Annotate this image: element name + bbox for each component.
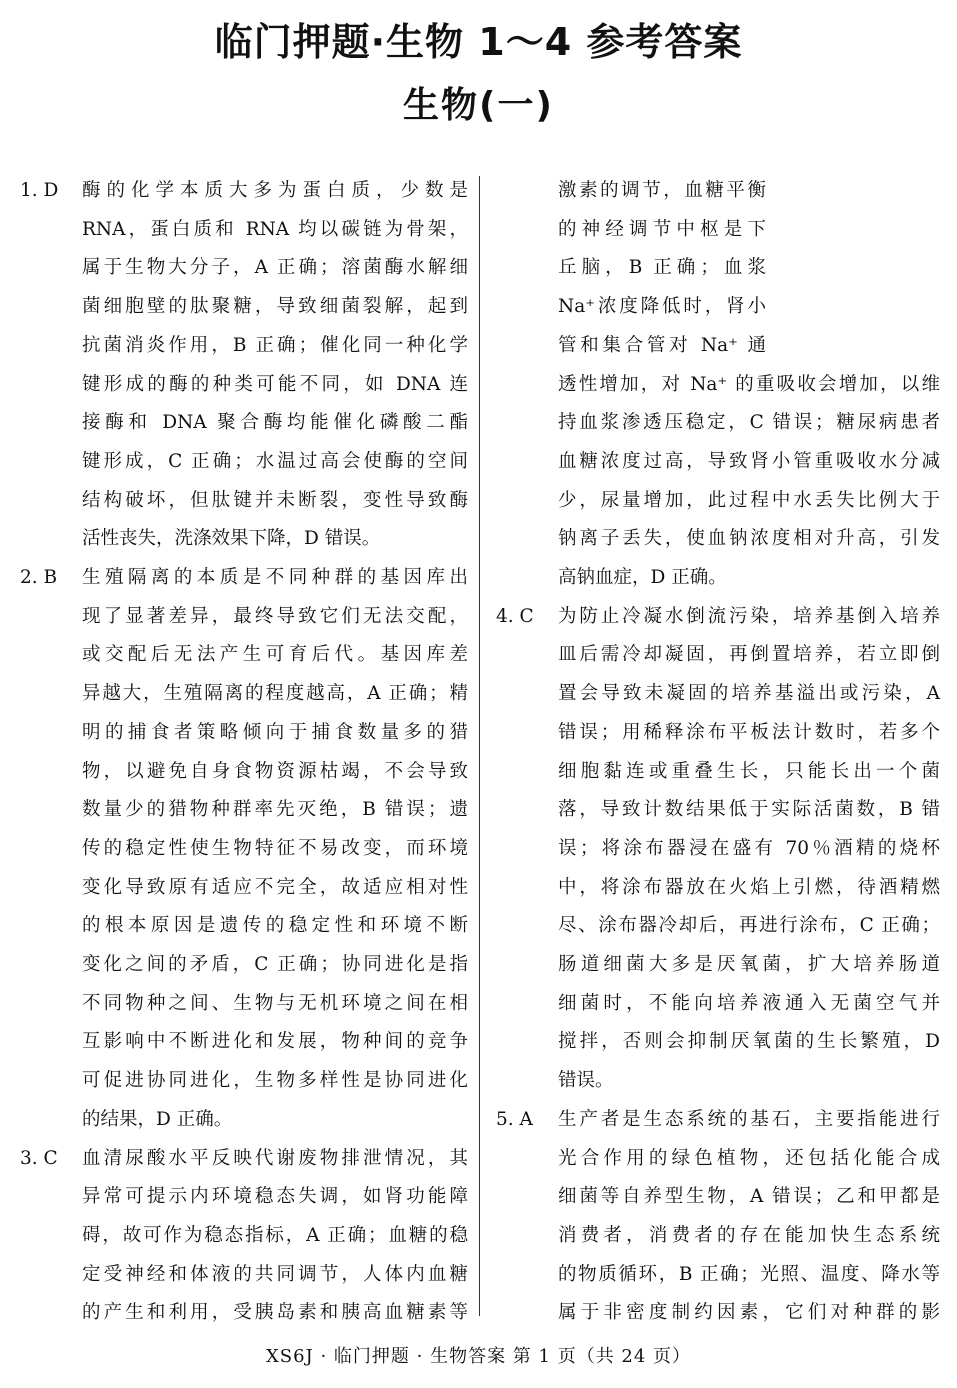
answer-number: 4. C (496, 605, 534, 627)
answer-line: 中，将涂布器放在火焰上引燃，待酒精燃 (558, 876, 940, 898)
answer-line: 的根本原因是遗传的稳定性和环境不断 (82, 915, 468, 937)
answer-number: 1. D (20, 180, 59, 201)
answer-number: 3. C (20, 1147, 58, 1169)
answer-line: 为防止冷凝水倒流污染，培养基倒入培养 (558, 605, 940, 627)
answer-line: 异常可提示内环境稳态失调，如肾功能障 (82, 1186, 468, 1208)
answer-number: 5. A (496, 1108, 533, 1130)
answer-2 (18, 559, 468, 1140)
answer-line: 现了显著差异，最终导致它们无法交配， (82, 605, 468, 627)
answer-line: 明的捕食者策略倾向于捕食数量多的猎 (82, 721, 468, 743)
answer-line: 持血浆渗透压稳定，C 错误；糖尿病患者 (558, 412, 940, 434)
answer-line: 变化之间的矛盾，C 正确；协同进化是指 (82, 954, 468, 976)
answer-line: 搅拌，否则会抑制厌氧菌的生长繁殖，D (558, 1031, 940, 1053)
answer-line: 属于非密度制约因素，它们对种群的影 (558, 1302, 940, 1324)
answer-line: 碍，故可作为稳态指标，A 正确；血糖的稳 (82, 1224, 468, 1246)
answer-line: 互影响中不断进化和发展，物种间的竞争 (82, 1031, 468, 1053)
answer-line: Na⁺浓度降低时，肾小 (558, 296, 766, 318)
answer-line: 的产生和利用，受胰岛素和胰高血糖素等 (82, 1302, 468, 1324)
answer-line: 定受神经和体液的共同调节，人体内血糖 (82, 1263, 468, 1285)
answer-line: 生殖隔离的本质是不同种群的基因库出 (82, 567, 468, 589)
answer-line: 置会导致未凝固的培养基溢出或污染，A (558, 683, 940, 705)
answer-3-continued (494, 366, 940, 598)
answer-line: 细菌等自养型生物，A 错误；乙和甲都是 (558, 1186, 940, 1208)
answer-line: 不同物种之间、生物与无机环境之间在相 (82, 992, 468, 1014)
answer-line: 高钠血症，D 正确。 (558, 567, 727, 589)
answer-line: 细菌时，不能向培养液通入无菌空气并 (558, 992, 940, 1014)
answer-line: 少，尿量增加，此过程中水丢失比例大于 (558, 489, 940, 511)
answer-line: 键形成，C 正确；水温过高会使酶的空间 (82, 450, 468, 472)
answer-line: 激素的调节，血糖平衡 (558, 180, 766, 201)
left-column (18, 172, 468, 1333)
answer-5 (494, 1101, 940, 1333)
answer-line: 或交配后无法产生可育后代。基因库差 (82, 644, 468, 666)
answer-line: 属于生物大分子，A 正确；溶菌酶水解细 (82, 257, 468, 279)
page-subtitle: 生物(一) (403, 85, 554, 126)
answer-line: 光合作用的绿色植物，还包括化能合成 (558, 1147, 940, 1169)
answer-line: 误；将涂布器浸在盛有 70％酒精的烧杯 (558, 837, 940, 859)
answer-line: 异越大，生殖隔离的程度越高，A 正确；精 (82, 683, 468, 705)
answer-line: 钠离子丢失，使血钠浓度相对升高，引发 (558, 528, 940, 550)
answer-line: 皿后需冷却凝固，再倒置培养，若立即倒 (558, 644, 940, 666)
answer-4 (494, 598, 940, 1101)
answer-line: 变化导致原有适应不完全，故适应相对性 (82, 876, 468, 898)
answer-line: 错误。 (558, 1070, 614, 1092)
answer-line: 键形成的酶的种类可能不同，如 DNA 连 (82, 373, 468, 395)
answer-line: 生产者是生态系统的基石，主要指能进行 (558, 1108, 940, 1130)
answer-line: RNA，蛋白质和 RNA 均以碳链为骨架， (82, 218, 468, 240)
answer-line: 酶的化学本质大多为蛋白质，少数是 (82, 180, 468, 201)
answer-line: 菌细胞壁的肽聚糖，导致细菌裂解，起到 (82, 296, 468, 318)
answer-line: 透性增加，对 Na⁺ 的重吸收会增加，以维 (558, 373, 940, 395)
answer-line: 传的稳定性使生物特征不易改变，而环境 (82, 837, 468, 859)
answer-line: 数量少的猎物种群率先灭绝，B 错误；遗 (82, 799, 468, 821)
page-footer: XS6J · 临门押题 · 生物答案 第 1 页（共 24 页） (265, 1346, 692, 1367)
answer-line: 的结果，D 正确。 (82, 1108, 233, 1130)
answer-line: 接酶和 DNA 聚合酶均能催化磷酸二酯 (82, 412, 468, 434)
answer-line: 活性丧失，洗涤效果下降，D 错误。 (82, 528, 381, 550)
answer-line: 错误；用稀释涂布平板法计数时，若多个 (558, 721, 940, 743)
answer-line: 抗菌消炎作用，B 正确；催化同一种化学 (82, 334, 468, 356)
answer-line: 的神经调节中枢是下 (558, 218, 766, 240)
answer-line: 血糖浓度过高，导致肾小管重吸收水分减 (558, 450, 940, 472)
answer-3-continued-narrow (494, 172, 940, 366)
answer-line: 肠道细菌大多是厌氧菌，扩大培养肠道 (558, 954, 940, 976)
answer-line: 消费者，消费者的存在能加快生态系统 (558, 1224, 940, 1246)
answer-line: 可促进协同进化，生物多样性是协同进化 (82, 1070, 468, 1092)
right-column (494, 172, 940, 1333)
answer-line: 尽、涂布器冷却后，再进行涂布，C 正确； (558, 915, 940, 937)
answer-1 (18, 172, 468, 559)
answer-line: 物，以避免自身食物资源枯竭，不会导致 (82, 760, 468, 782)
answer-line: 血清尿酸水平反映代谢废物排泄情况，其 (82, 1147, 468, 1169)
answer-line: 结构破坏，但肽键并未断裂，变性导致酶 (82, 489, 468, 511)
answer-3 (18, 1140, 468, 1334)
answer-line: 的物质循环，B 正确；光照、温度、降水等 (558, 1263, 940, 1285)
answer-line: 丘脑，B 正确；血浆 (558, 257, 766, 279)
page-title: 临门押题·生物 1～4 参考答案 (214, 20, 743, 64)
answer-number: 2. B (20, 567, 58, 589)
column-divider (479, 176, 480, 1316)
answer-line: 管和集合管对 Na⁺ 通 (558, 334, 766, 356)
answer-line: 细胞黏连或重叠生长，只能长出一个菌 (558, 760, 940, 782)
answer-line: 落，导致计数结果低于实际活菌数，B 错 (558, 799, 940, 821)
